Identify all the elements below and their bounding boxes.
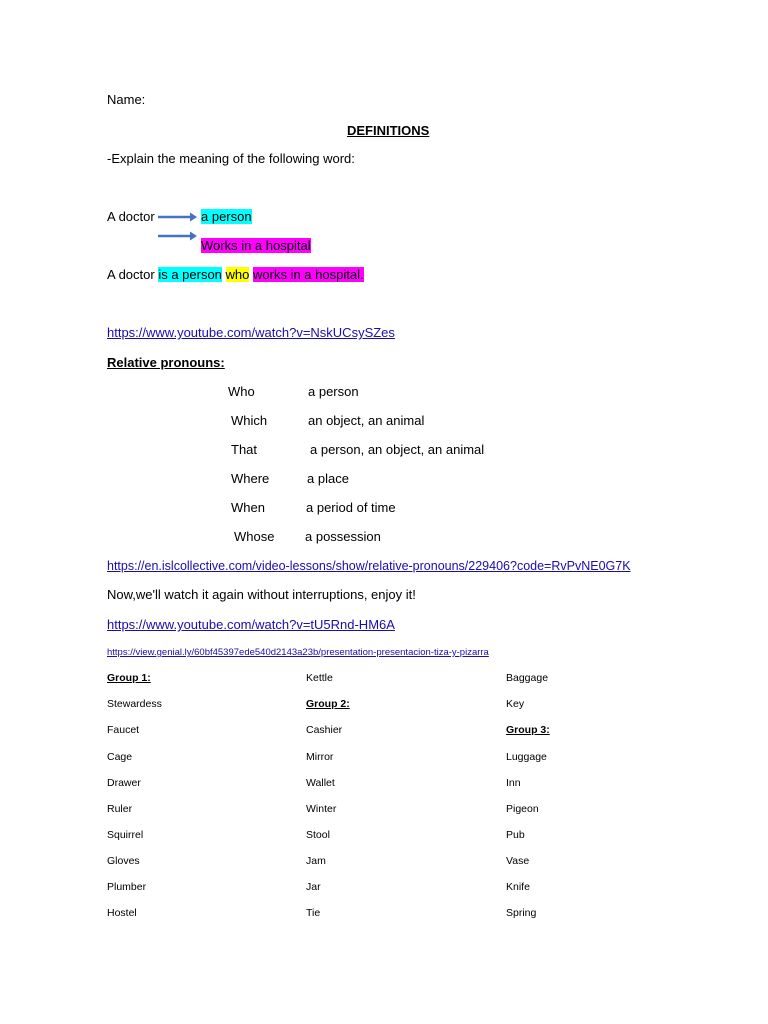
sentence-part-1: is a person bbox=[158, 267, 222, 282]
word-item: Baggage bbox=[506, 672, 549, 684]
group-heading: Group 1: bbox=[107, 672, 151, 684]
word-item: Gloves bbox=[107, 855, 140, 867]
word-item: Plumber bbox=[107, 881, 147, 893]
sentence-start: A doctor bbox=[107, 267, 159, 282]
word-item: Stool bbox=[306, 829, 330, 841]
word-item: Stewardess bbox=[107, 698, 162, 710]
name-label: Name: bbox=[107, 92, 146, 107]
instruction-text: -Explain the meaning of the following word: bbox=[107, 151, 355, 166]
word-item: Knife bbox=[506, 881, 530, 893]
word-item: Wallet bbox=[306, 777, 335, 789]
youtube-link-2[interactable]: https://www.youtube.com/watch?v=tU5Rnd-HM6A bbox=[107, 617, 395, 632]
word-item: Winter bbox=[306, 803, 337, 815]
definition-subject: A doctor bbox=[107, 209, 155, 224]
pronoun-that: That bbox=[231, 442, 258, 457]
sentence-space-1 bbox=[222, 267, 226, 282]
group-heading: Group 3: bbox=[506, 724, 550, 736]
word-item: Mirror bbox=[306, 751, 334, 763]
word-item: Spring bbox=[506, 907, 537, 919]
pronoun-whose: Whose bbox=[234, 529, 275, 544]
word-item: Ruler bbox=[107, 803, 133, 815]
group-heading: Group 2: bbox=[306, 698, 350, 710]
word-item: Vase bbox=[506, 855, 530, 867]
highlight-magenta: Works in a hospital bbox=[201, 238, 311, 253]
word-item: Faucet bbox=[107, 724, 140, 736]
definition-meaning-1 bbox=[201, 209, 252, 225]
word-item: Jam bbox=[306, 855, 326, 867]
pronoun-where-meaning: a place bbox=[307, 471, 349, 486]
pronoun-which-meaning: an object, an animal bbox=[308, 413, 425, 428]
watch-again-text: Now,we'll watch it again without interruptions, enjoy it! bbox=[107, 587, 416, 602]
pronoun-whose-meaning: a possession bbox=[305, 529, 381, 544]
word-item: Kettle bbox=[306, 672, 333, 684]
word-item: Key bbox=[506, 698, 525, 710]
word-item: Pigeon bbox=[506, 803, 539, 815]
genially-link[interactable]: https://view.genial.ly/60bf45397ede540d2143a23b/presentation-presentacion-tiza-y-pizarra bbox=[107, 647, 489, 658]
relative-pronouns-heading: Relative pronouns: bbox=[107, 355, 225, 370]
arrow-right-icon bbox=[158, 229, 198, 243]
sentence-part-3: works in a hospital. bbox=[253, 267, 364, 282]
word-item: Luggage bbox=[506, 751, 547, 763]
youtube-link-1[interactable]: https://www.youtube.com/watch?v=NskUCsySZes bbox=[107, 325, 395, 340]
word-item: Squirrel bbox=[107, 829, 144, 841]
pronoun-when-meaning: a period of time bbox=[306, 500, 396, 515]
islcollective-link[interactable]: https://en.islcollective.com/video-lessons/show/relative-pronouns/229406?code=RvPvNE0G7K bbox=[107, 559, 631, 573]
pronoun-who-meaning: a person bbox=[308, 384, 359, 399]
word-item: Cashier bbox=[306, 724, 343, 736]
word-item: Inn bbox=[506, 777, 521, 789]
word-item: Pub bbox=[506, 829, 525, 841]
pronoun-which: Which bbox=[231, 413, 268, 428]
definition-meaning-2 bbox=[201, 238, 311, 254]
pronoun-that-meaning: a person, an object, an animal bbox=[310, 442, 485, 457]
word-item: Cage bbox=[107, 751, 133, 763]
highlight-cyan: a person bbox=[201, 209, 252, 224]
definition-sentence bbox=[107, 267, 364, 283]
word-item: Hostel bbox=[107, 907, 137, 919]
word-item: Jar bbox=[306, 881, 321, 893]
word-item: Tie bbox=[306, 907, 321, 919]
sentence-part-2: who bbox=[225, 267, 250, 282]
arrow-right-icon bbox=[158, 210, 198, 224]
pronoun-who: Who bbox=[228, 384, 255, 399]
pronoun-when: When bbox=[231, 500, 265, 515]
page-title: DEFINITIONS bbox=[347, 123, 430, 138]
word-item: Drawer bbox=[107, 777, 141, 789]
pronoun-where: Where bbox=[231, 471, 270, 486]
